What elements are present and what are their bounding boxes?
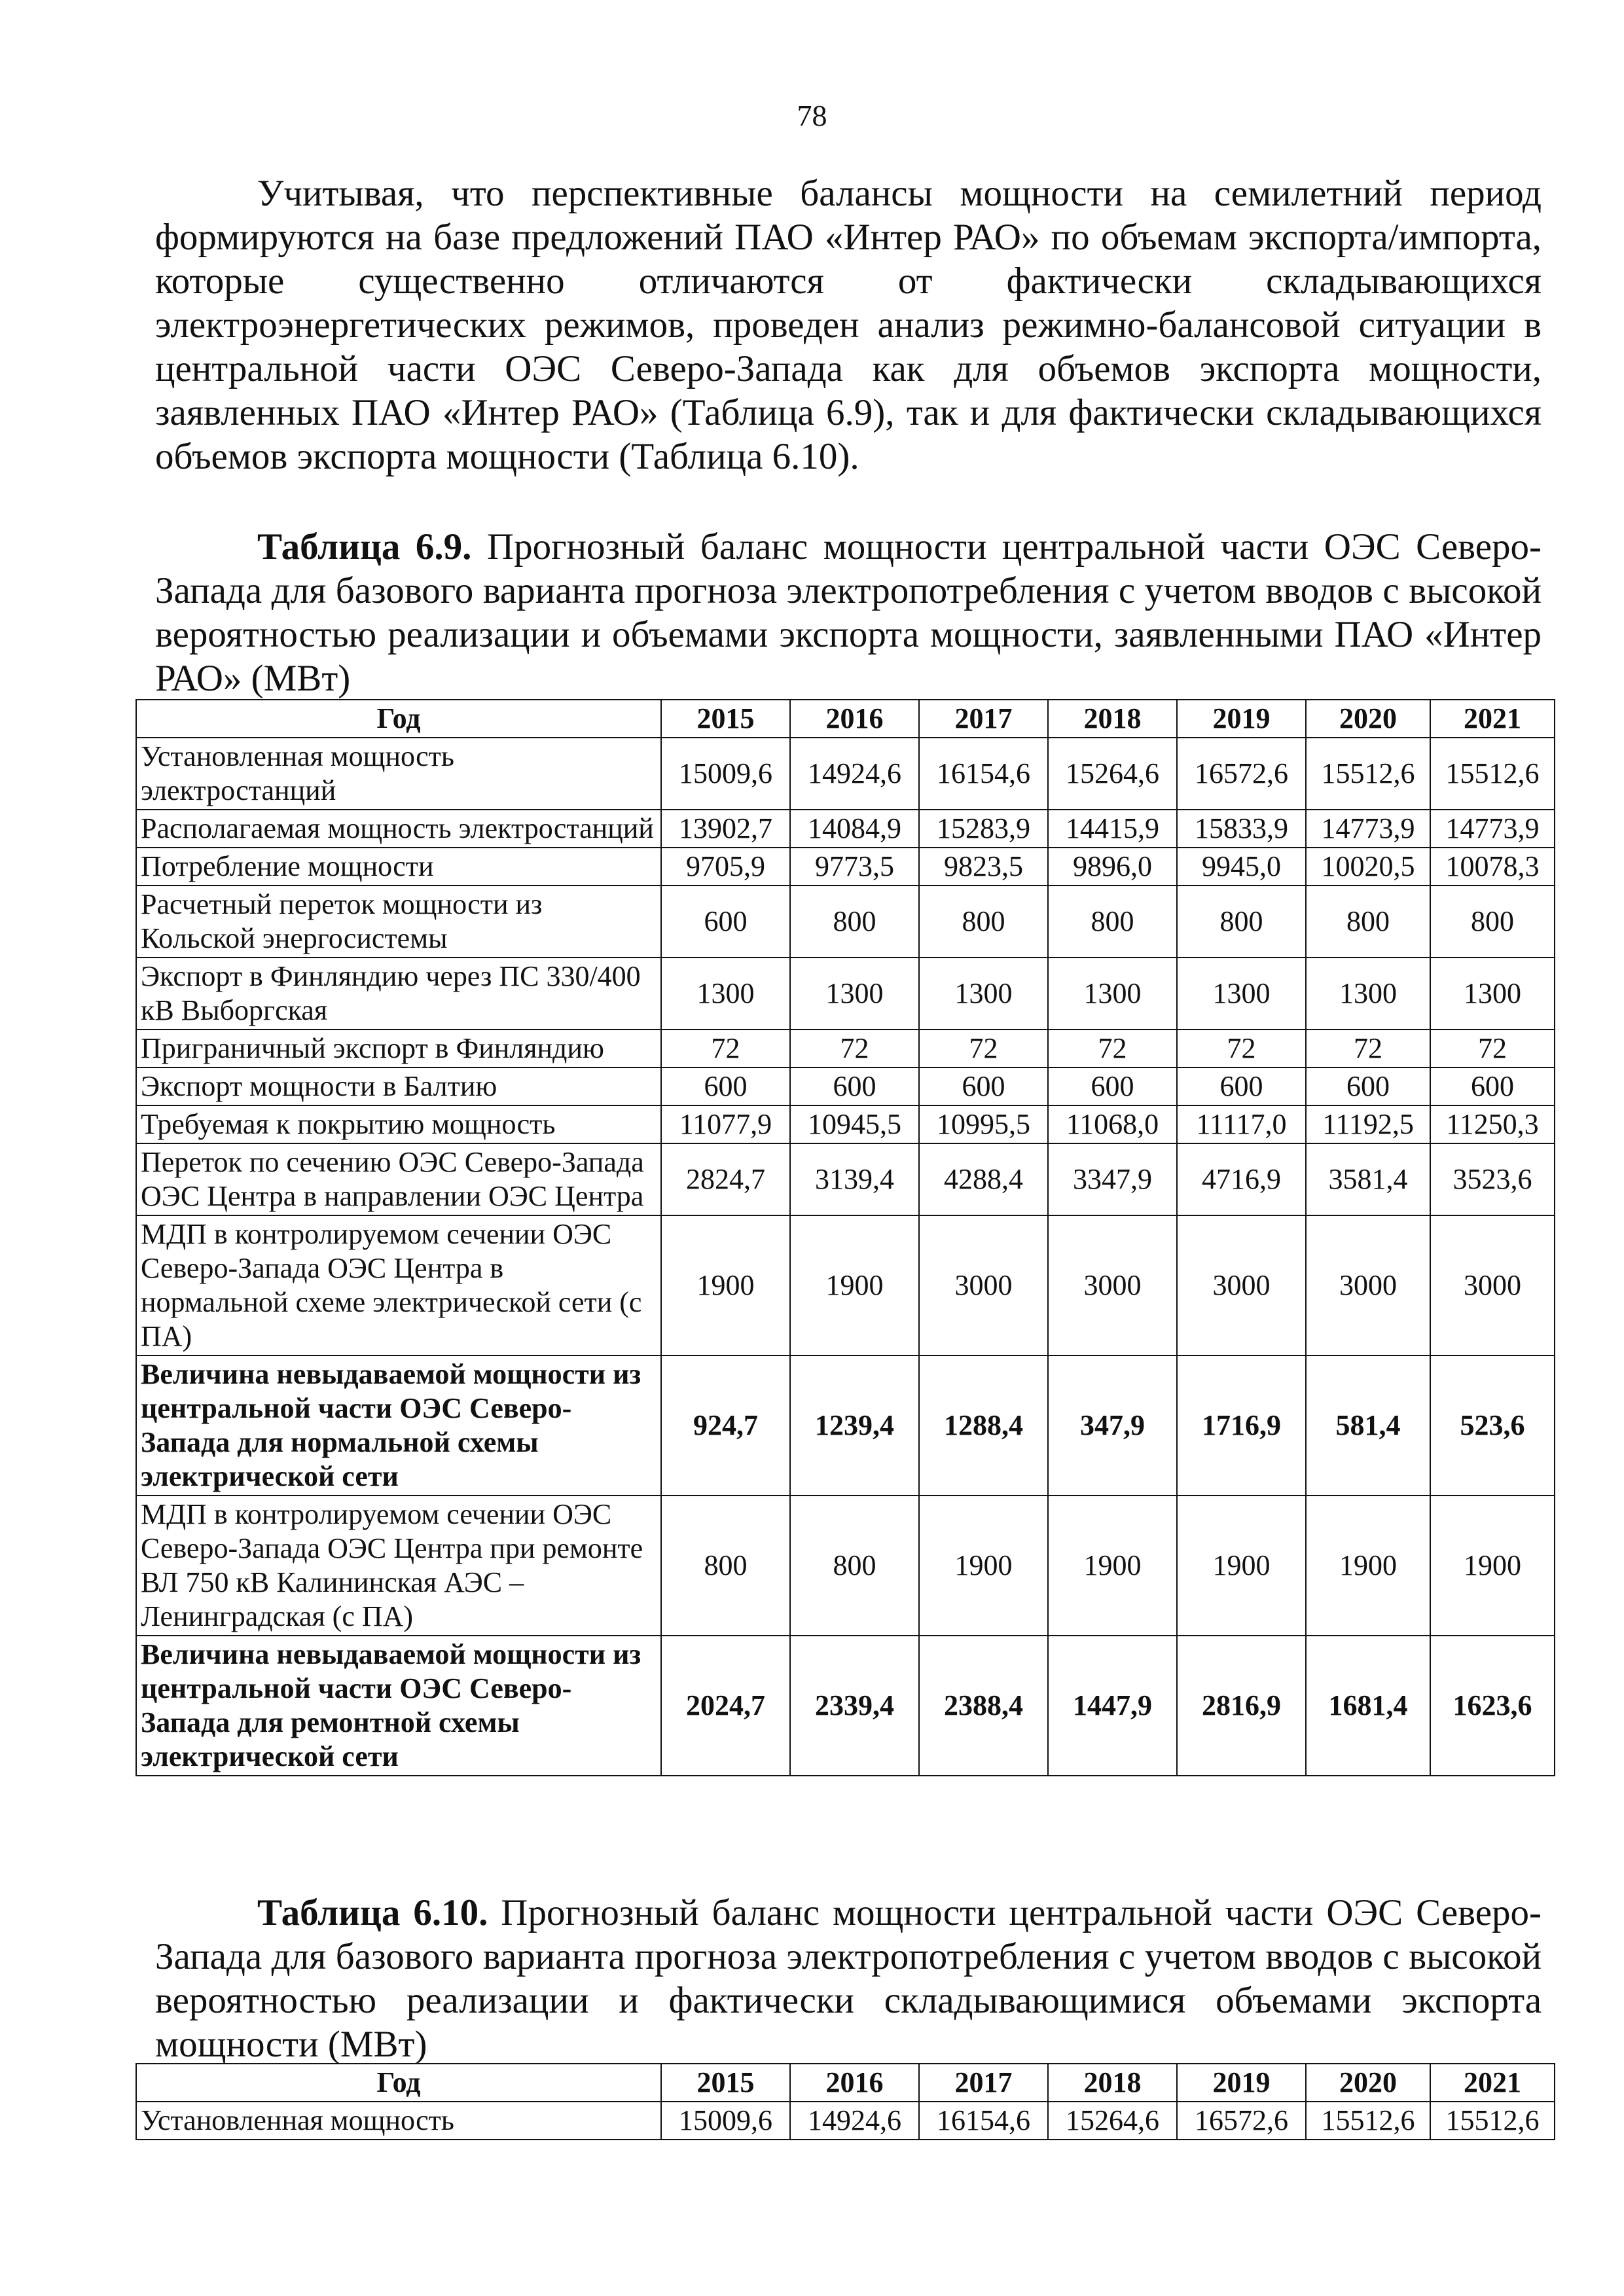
row-label: Переток по сечению ОЭС Северо-Запада ОЭС Центра в направлении ОЭС Центра <box>136 1143 661 1215</box>
value-cell: 72 <box>661 1030 790 1067</box>
value-cell: 2339,4 <box>790 1636 919 1776</box>
value-cell: 1900 <box>1048 1496 1177 1636</box>
value-cell: 9896,0 <box>1048 848 1177 886</box>
value-cell: 1300 <box>1430 958 1555 1030</box>
table-6-9-caption-label: Таблица 6.9. <box>257 526 472 567</box>
table-row <box>136 1636 1555 1776</box>
table-6-10-caption-text: Прогнозный баланс мощности центральной части ОЭС Северо-Запада для базового варианта прогноза электропотребления с учетом вводов с высокой вероятностью реализации и фактически складывающимися объемами экспорта мощности (МВт) <box>155 1892 1542 2065</box>
value-cell: 72 <box>1430 1030 1555 1067</box>
value-cell: 600 <box>1177 1067 1306 1105</box>
value-cell: 600 <box>919 1067 1048 1105</box>
value-cell: 3000 <box>1306 1215 1430 1355</box>
table-row <box>136 1030 1555 1067</box>
value-cell: 10995,5 <box>919 1105 1048 1143</box>
value-cell: 16154,6 <box>919 738 1048 810</box>
value-cell: 2824,7 <box>661 1143 790 1215</box>
value-cell: 13902,7 <box>661 810 790 848</box>
value-cell: 1900 <box>919 1496 1048 1636</box>
value-cell: 581,4 <box>1306 1355 1430 1496</box>
page-number: 78 <box>797 99 827 132</box>
row-label: Экспорт в Финляндию через ПС 330/400 кВ Выборгская <box>136 958 661 1030</box>
value-cell: 9705,9 <box>661 848 790 886</box>
row-label: Величина невыдаваемой мощности из центральной части ОЭС Северо-Запада для ремонтной схемы электрической сети <box>136 1636 661 1776</box>
value-cell: 10020,5 <box>1306 848 1430 886</box>
value-cell: 1900 <box>661 1215 790 1355</box>
header-cell: Год <box>136 2064 661 2102</box>
table-6-10 <box>135 2063 1555 2140</box>
value-cell: 2388,4 <box>919 1636 1048 1776</box>
header-cell: 2018 <box>1048 2064 1177 2102</box>
table-row <box>136 1105 1555 1143</box>
value-cell: 523,6 <box>1430 1355 1555 1496</box>
value-cell: 924,7 <box>661 1355 790 1496</box>
value-cell: 600 <box>1048 1067 1177 1105</box>
value-cell: 800 <box>790 1496 919 1636</box>
value-cell: 11250,3 <box>1430 1105 1555 1143</box>
value-cell: 15833,9 <box>1177 810 1306 848</box>
row-label: Установленная мощность электростанций <box>136 738 661 810</box>
value-cell: 1900 <box>1430 1496 1555 1636</box>
table-row <box>136 2102 1555 2140</box>
value-cell: 14415,9 <box>1048 810 1177 848</box>
value-cell: 1239,4 <box>790 1355 919 1496</box>
value-cell: 3581,4 <box>1306 1143 1430 1215</box>
table-row <box>136 886 1555 958</box>
value-cell: 72 <box>790 1030 919 1067</box>
table-row <box>136 1496 1555 1636</box>
value-cell: 3523,6 <box>1430 1143 1555 1215</box>
value-cell: 800 <box>919 886 1048 958</box>
value-cell: 16572,6 <box>1177 2102 1306 2140</box>
header-cell: 2017 <box>919 700 1048 738</box>
row-label: МДП в контролируемом сечении ОЭС Северо-Запада ОЭС Центра в нормальной схеме электрической сети (с ПА) <box>136 1215 661 1355</box>
value-cell: 800 <box>1177 886 1306 958</box>
header-cell: Год <box>136 700 661 738</box>
value-cell: 10078,3 <box>1430 848 1555 886</box>
value-cell: 15512,6 <box>1306 738 1430 810</box>
value-cell: 15512,6 <box>1430 738 1555 810</box>
table-6-10-caption-label: Таблица 6.10. <box>257 1892 488 1933</box>
value-cell: 9945,0 <box>1177 848 1306 886</box>
value-cell: 1300 <box>1306 958 1430 1030</box>
table-row <box>136 810 1555 848</box>
header-cell: 2015 <box>661 700 790 738</box>
value-cell: 9773,5 <box>790 848 919 886</box>
header-cell: 2021 <box>1430 2064 1555 2102</box>
value-cell: 1300 <box>1177 958 1306 1030</box>
table-row <box>136 958 1555 1030</box>
table-header-row <box>136 700 1555 738</box>
value-cell: 600 <box>661 1067 790 1105</box>
value-cell: 14924,6 <box>790 738 919 810</box>
table-header-row <box>136 2064 1555 2102</box>
value-cell: 600 <box>1306 1067 1430 1105</box>
value-cell: 600 <box>1430 1067 1555 1105</box>
intro-paragraph: Учитывая, что перспективные балансы мощности на семилетний период формируются на базе предложений ПАО «Интер РАО» по объемам экспорта/импорта, которые существенно отличаются от фактически складывающихся электроэнергетических режимов, проведен анализ режимно-балансовой ситуации в центральной части ОЭС Северо-Запада как для объемов экспорта мощности, заявленных ПАО «Интер РАО» (Таблица 6.9), так и для фактически складывающихся объемов экспорта мощности (Таблица 6.10). <box>155 173 1542 477</box>
value-cell: 11117,0 <box>1177 1105 1306 1143</box>
value-cell: 1681,4 <box>1306 1636 1430 1776</box>
row-label: Экспорт мощности в Балтию <box>136 1067 661 1105</box>
value-cell: 15512,6 <box>1306 2102 1430 2140</box>
value-cell: 600 <box>661 886 790 958</box>
value-cell: 15264,6 <box>1048 2102 1177 2140</box>
value-cell: 3000 <box>1430 1215 1555 1355</box>
header-cell: 2016 <box>790 700 919 738</box>
table-6-9-body <box>136 738 1555 1776</box>
value-cell: 15264,6 <box>1048 738 1177 810</box>
value-cell: 72 <box>919 1030 1048 1067</box>
header-cell: 2017 <box>919 2064 1048 2102</box>
value-cell: 2024,7 <box>661 1636 790 1776</box>
value-cell: 1623,6 <box>1430 1636 1555 1776</box>
value-cell: 15009,6 <box>661 2102 790 2140</box>
table-6-10-caption <box>155 1891 1542 2066</box>
value-cell: 11192,5 <box>1306 1105 1430 1143</box>
table-row <box>136 1143 1555 1215</box>
value-cell: 3000 <box>919 1215 1048 1355</box>
value-cell: 10945,5 <box>790 1105 919 1143</box>
value-cell: 16572,6 <box>1177 738 1306 810</box>
header-cell: 2021 <box>1430 700 1555 738</box>
value-cell: 1900 <box>1177 1496 1306 1636</box>
header-cell: 2020 <box>1306 2064 1430 2102</box>
value-cell: 800 <box>790 886 919 958</box>
value-cell: 14773,9 <box>1306 810 1430 848</box>
value-cell: 14084,9 <box>790 810 919 848</box>
value-cell: 3139,4 <box>790 1143 919 1215</box>
table-6-9 <box>135 699 1555 1776</box>
table-6-9-caption-text: Прогнозный баланс мощности центральной части ОЭС Северо-Запада для базового варианта прогноза электропотребления с учетом вводов с высокой вероятностью реализации и объемами экспорта мощности, заявленными ПАО «Интер РАО» (МВт) <box>155 526 1542 699</box>
table-row <box>136 1067 1555 1105</box>
value-cell: 11077,9 <box>661 1105 790 1143</box>
value-cell: 1300 <box>919 958 1048 1030</box>
table-6-9-caption <box>155 525 1542 700</box>
value-cell: 1300 <box>661 958 790 1030</box>
row-label: Требуемая к покрытию мощность <box>136 1105 661 1143</box>
value-cell: 72 <box>1306 1030 1430 1067</box>
value-cell: 3347,9 <box>1048 1143 1177 1215</box>
value-cell: 16154,6 <box>919 2102 1048 2140</box>
value-cell: 72 <box>1048 1030 1177 1067</box>
value-cell: 800 <box>1430 886 1555 958</box>
value-cell: 1447,9 <box>1048 1636 1177 1776</box>
table-row <box>136 738 1555 810</box>
value-cell: 3000 <box>1048 1215 1177 1355</box>
row-label: Приграничный экспорт в Финляндию <box>136 1030 661 1067</box>
header-cell: 2019 <box>1177 700 1306 738</box>
value-cell: 4288,4 <box>919 1143 1048 1215</box>
table-row <box>136 1215 1555 1355</box>
value-cell: 800 <box>661 1496 790 1636</box>
value-cell: 600 <box>790 1067 919 1105</box>
value-cell: 2816,9 <box>1177 1636 1306 1776</box>
value-cell: 15512,6 <box>1430 2102 1555 2140</box>
value-cell: 3000 <box>1177 1215 1306 1355</box>
value-cell: 347,9 <box>1048 1355 1177 1496</box>
table-row <box>136 1355 1555 1496</box>
row-label: Потребление мощности <box>136 848 661 886</box>
value-cell: 14773,9 <box>1430 810 1555 848</box>
header-cell: 2018 <box>1048 700 1177 738</box>
row-label: Установленная мощность <box>136 2102 661 2140</box>
value-cell: 1288,4 <box>919 1355 1048 1496</box>
header-cell: 2020 <box>1306 700 1430 738</box>
table-6-10-body <box>136 2102 1555 2140</box>
row-label: Расчетный переток мощности из Кольской энергосистемы <box>136 886 661 958</box>
header-cell: 2015 <box>661 2064 790 2102</box>
value-cell: 14924,6 <box>790 2102 919 2140</box>
header-cell: 2019 <box>1177 2064 1306 2102</box>
value-cell: 1300 <box>790 958 919 1030</box>
row-label: МДП в контролируемом сечении ОЭС Северо-Запада ОЭС Центра при ремонте ВЛ 750 кВ Калининская АЭС – Ленинградская (с ПА) <box>136 1496 661 1636</box>
table-row <box>136 848 1555 886</box>
value-cell: 15283,9 <box>919 810 1048 848</box>
value-cell: 1716,9 <box>1177 1355 1306 1496</box>
value-cell: 1900 <box>790 1215 919 1355</box>
row-label: Располагаемая мощность электростанций <box>136 810 661 848</box>
value-cell: 1900 <box>1306 1496 1430 1636</box>
row-label: Величина невыдаваемой мощности из центральной части ОЭС Северо-Запада для нормальной схемы электрической сети <box>136 1355 661 1496</box>
header-cell: 2016 <box>790 2064 919 2102</box>
value-cell: 72 <box>1177 1030 1306 1067</box>
value-cell: 800 <box>1048 886 1177 958</box>
value-cell: 15009,6 <box>661 738 790 810</box>
value-cell: 4716,9 <box>1177 1143 1306 1215</box>
value-cell: 1300 <box>1048 958 1177 1030</box>
value-cell: 11068,0 <box>1048 1105 1177 1143</box>
value-cell: 800 <box>1306 886 1430 958</box>
value-cell: 9823,5 <box>919 848 1048 886</box>
